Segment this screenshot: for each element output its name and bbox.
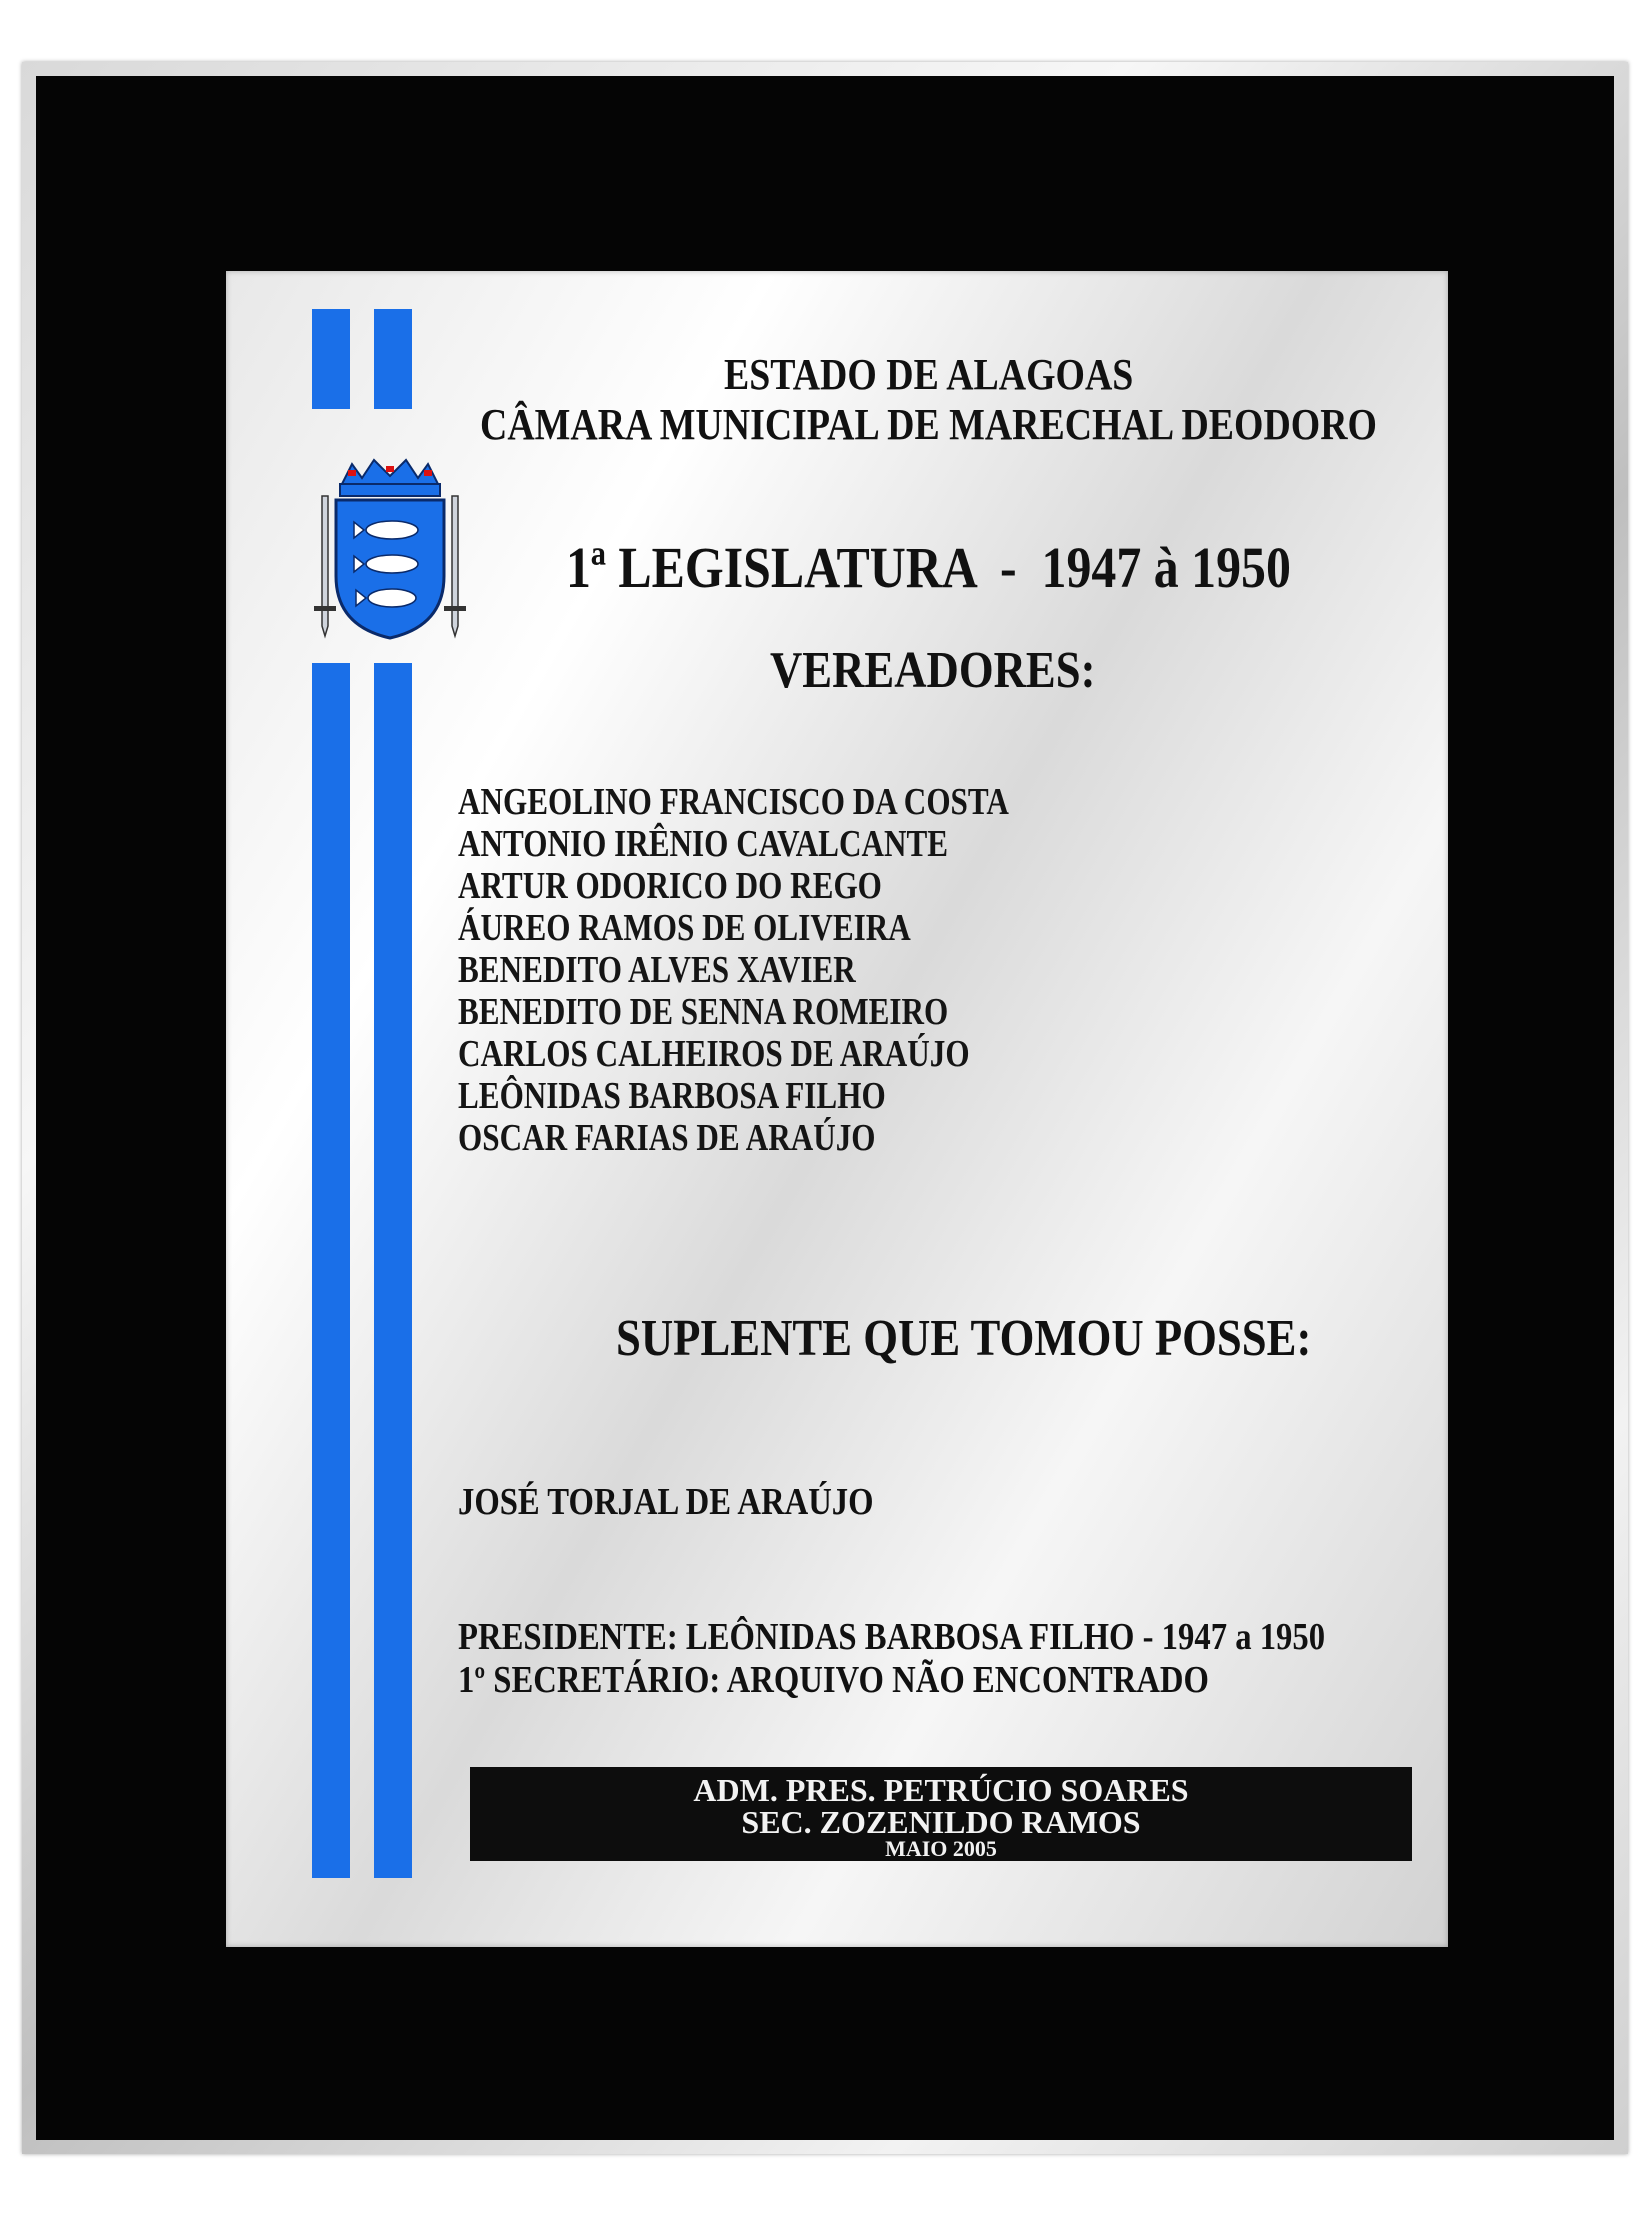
blue-stripe-right xyxy=(374,663,412,1878)
substitute-name: JOSÉ TORJAL DE ARAÚJO xyxy=(458,1481,874,1523)
councilor-name: ANTONIO IRÊNIO CAVALCANTE xyxy=(458,823,949,865)
plaque-frame xyxy=(22,62,1628,2154)
plaque-plate xyxy=(226,271,1448,1947)
councilors-list xyxy=(458,781,1009,1159)
councilor-name: ARTUR ODORICO DO REGO xyxy=(458,865,882,907)
chamber-title: CÂMARA MUNICIPAL DE MARECHAL DEODORO xyxy=(480,400,1377,449)
legislature-title: 1ª LEGISLATURA - 1947 à 1950 xyxy=(566,535,1291,600)
footer-admin-president: ADM. PRES. PETRÚCIO SOARES xyxy=(693,1772,1189,1808)
municipal-coat-of-arms-icon xyxy=(300,456,480,646)
councilor-name: OSCAR FARIAS DE ARAÚJO xyxy=(458,1117,876,1159)
councilor-name: BENEDITO ALVES XAVIER xyxy=(458,949,856,991)
plaque-black-border xyxy=(36,76,1614,2140)
secretary-line: 1º SECRETÁRIO: ARQUIVO NÃO ENCONTRADO xyxy=(458,1659,1209,1701)
footer-credits-bar xyxy=(470,1767,1412,1861)
councilors-heading: VEREADORES: xyxy=(770,642,1096,699)
footer-date: MAIO 2005 xyxy=(885,1836,997,1861)
footer-secretary: SEC. ZOZENILDO RAMOS xyxy=(741,1804,1141,1840)
councilor-name: ANGEOLINO FRANCISCO DA COSTA xyxy=(458,781,1009,823)
blue-stripe-top-left xyxy=(312,309,350,409)
councilor-name: CARLOS CALHEIROS DE ARAÚJO xyxy=(458,1033,970,1075)
substitute-heading: SUPLENTE QUE TOMOU POSSE: xyxy=(616,1310,1312,1367)
blue-stripe-top-right xyxy=(374,309,412,409)
councilor-name: ÁUREO RAMOS DE OLIVEIRA xyxy=(458,907,911,949)
councilor-name: BENEDITO DE SENNA ROMEIRO xyxy=(458,991,949,1033)
blue-stripe-left xyxy=(312,663,350,1878)
councilor-name: LEÔNIDAS BARBOSA FILHO xyxy=(458,1075,886,1117)
state-title: ESTADO DE ALAGOAS xyxy=(724,350,1134,399)
president-line: PRESIDENTE: LEÔNIDAS BARBOSA FILHO - 1947 a 1950 xyxy=(458,1616,1326,1658)
